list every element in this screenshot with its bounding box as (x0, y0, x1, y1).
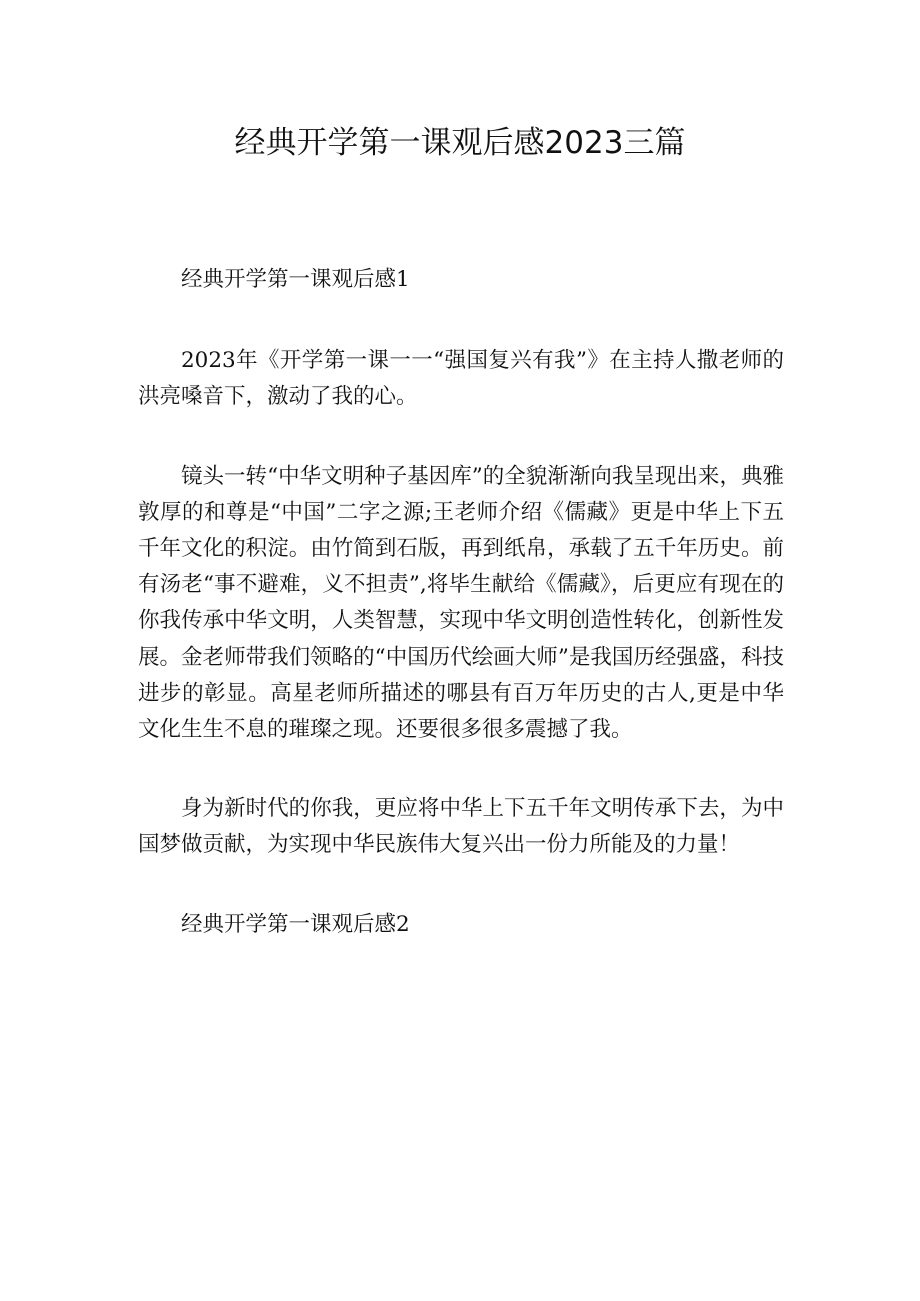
section-heading-1: 经典开学第一课观后感1 (181, 267, 410, 292)
document-title: 经典开学第一课观后感2023三篇 (234, 125, 686, 161)
body-paragraph: 镜头一转“中华文明种子基因库”的全貌渐渐向我呈现出来，典雅敦厚的和尊是“中国”二字之源;王老师介绍《儒藏》更是中华上下五千年文化的积淀。由竹简到石版，再到纸帛，承载了五千年历史。前有汤老“事不避难，义不担责”,将毕生献给《儒藏》，后更应有现在的你我传承中华文明，人类智慧，实现中华文明创造性转化，创新性发展。金老师带我们领略的“中国历代绘画大师”是我国历经强盛，科技进步的彰显。高星老师所描述的哪县有百万年历史的古人,更是中华文化生生不息的璀璨之现。还要很多很多震撼了我。 (138, 463, 784, 743)
body-paragraph: 身为新时代的你我，更应将中华上下五千年文明传承下去，为中国梦做贡献，为实现中华民族伟大复兴出一份力所能及的力量！ (138, 796, 784, 858)
document-body (138, 262, 784, 988)
section-heading-2: 经典开学第一课观后感2 (181, 911, 410, 937)
body-paragraph: 2023年《开学第一课一一“强国复兴有我”》在主持人撒老师的洪亮嗓音下，激动了我的心。 (138, 348, 784, 410)
